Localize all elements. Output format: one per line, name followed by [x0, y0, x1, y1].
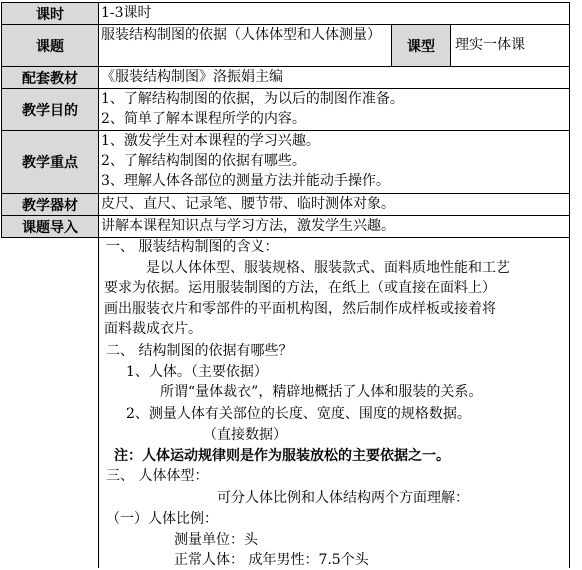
s1-para-line-1: 是以人体体型、服装规格、服装款式、面料质地性能和工艺 — [146, 260, 510, 276]
value-textbook: 《服装结构制图》洛振娟主编 — [101, 69, 283, 85]
s2-item-1: 1、人体。（主要依据） — [126, 364, 268, 380]
s1-para-line-4: 面料裁成衣片。 — [104, 321, 202, 337]
label-textbook: 配套教材 — [2, 67, 98, 88]
grid-line — [1, 24, 570, 25]
s3-normal: 正常人体： 成年男性：7.5个头 — [174, 552, 369, 568]
s3-subtitle: （一）人体比例： — [106, 511, 218, 527]
grid-line — [1, 2, 2, 238]
label-kexing: 课型 — [392, 25, 450, 66]
value-key-1: 1、激发学生对本课程的学习兴趣。 — [101, 133, 320, 149]
grid-line — [569, 2, 570, 568]
s1-title: 一、 服装结构制图的含义： — [106, 239, 279, 255]
s2-item-1-note: 所谓“量体裁衣”，精辟地概括了人体和服装的关系。 — [160, 384, 483, 400]
grid-line — [450, 24, 451, 67]
note-line: 注：人体运动规律则是作为服装放松的主要依据之一。 — [114, 448, 450, 464]
s2-title: 二、 结构制图的依据有哪些？ — [106, 343, 293, 359]
value-keti: 服装结构制图的依据（人体体型和人体测量） — [101, 27, 381, 43]
s2-item-2-note: （直接数据） — [203, 427, 287, 443]
label-goal: 教学目的 — [2, 89, 98, 130]
grid-line — [1, 130, 570, 131]
s3-para: 可分人体比例和人体结构两个方面理解： — [217, 490, 469, 506]
value-intro: 讲解本课程知识点与学习方法，激发学生兴趣。 — [101, 218, 395, 234]
value-goal-2: 2、简单了解本课程所学的内容。 — [101, 111, 306, 127]
label-tools: 教学器材 — [2, 194, 98, 215]
label-keti: 课题 — [2, 25, 98, 66]
grid-line — [391, 24, 392, 67]
value-tools: 皮尺、直尺、记录笔、腰节带、临时测体对象。 — [101, 196, 395, 212]
label-key: 教学重点 — [2, 131, 98, 193]
value-key-2: 2、了解结构制图的依据有哪些。 — [101, 153, 306, 169]
grid-line — [1, 237, 570, 238]
grid-line — [1, 2, 570, 3]
s1-para-line-2: 要求为依据。运用服装制图的方法，在纸上（或直接在面料上） — [104, 280, 496, 296]
grid-line — [98, 2, 99, 568]
value-goal-1: 1、了解结构制图的依据，为以后的制图作准备。 — [101, 91, 404, 107]
value-keshi: 1-3课时 — [101, 5, 152, 21]
value-kexing: 理实一体课 — [455, 37, 525, 53]
value-key-3: 3、理解人体各部位的测量方法并能动手操作。 — [101, 173, 390, 189]
label-keshi: 课时 — [2, 3, 98, 24]
s1-para-line-3: 画出服装衣片和零部件的平面机构图，然后制作成样板或接着将 — [104, 301, 496, 317]
grid-line — [1, 193, 570, 194]
s3-title: 三、 人体体型： — [106, 468, 209, 484]
grid-line — [1, 88, 570, 89]
s3-unit: 测量单位：头 — [174, 532, 258, 548]
grid-line — [1, 66, 570, 67]
label-intro: 课题导入 — [2, 216, 98, 237]
s2-item-2: 2、测量人体有关部位的长度、宽度、围度的规格数据。 — [126, 406, 471, 422]
grid-line — [1, 215, 570, 216]
